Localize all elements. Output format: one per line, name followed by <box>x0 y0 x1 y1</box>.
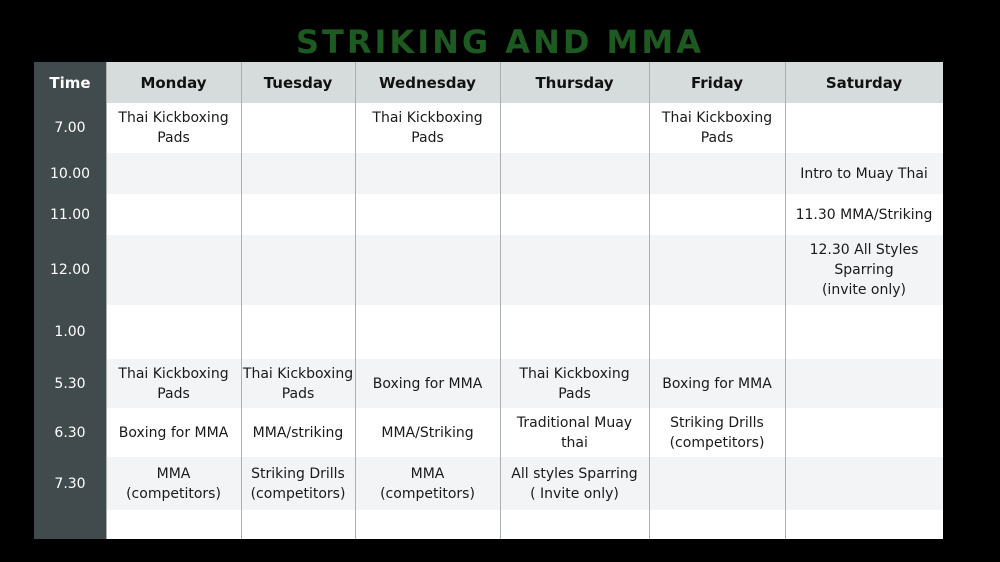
class-cell-thursday: All styles Sparring ( Invite only) <box>511 465 638 502</box>
class-cell-tuesday: MMA/striking <box>252 424 344 441</box>
class-cell-friday: Thai Kickboxing Pads <box>661 110 773 146</box>
page-title: STRIKING AND MMA <box>295 23 704 61</box>
time-label: 12.00 <box>49 262 91 278</box>
class-cell-saturday: Intro to Muay Thai <box>800 165 928 182</box>
header-time: Time <box>49 73 91 92</box>
class-cell-monday: Boxing for MMA <box>118 424 229 441</box>
time-label: 6.30 <box>54 424 86 441</box>
class-cell-saturday: 12.30 All Styles Sparring (invite only) <box>809 242 919 298</box>
time-label: 7.00 <box>54 120 86 136</box>
class-cell-saturday: 11.30 MMA/Striking <box>795 206 933 223</box>
class-cell-wednesday: MMA/Striking <box>381 424 474 441</box>
class-cell-monday: MMA (competitors) <box>126 465 221 502</box>
time-label: 1.00 <box>54 324 86 340</box>
class-cell-monday: Thai Kickboxing Pads <box>118 365 229 402</box>
header-tuesday: Tuesday <box>263 73 333 92</box>
class-cell-monday: Thai Kickboxing Pads <box>118 110 229 146</box>
time-label: 11.00 <box>49 206 91 223</box>
header-wednesday: Wednesday <box>379 73 476 92</box>
class-cell-thursday: Thai Kickboxing Pads <box>519 365 630 402</box>
time-label: 7.30 <box>54 475 86 492</box>
class-cell-friday: Striking Drills (competitors) <box>669 414 765 451</box>
class-cell-friday: Boxing for MMA <box>662 375 772 392</box>
time-label: 10.00 <box>49 165 91 182</box>
header-saturday: Saturday <box>825 73 903 92</box>
class-cell-wednesday: MMA (competitors) <box>380 465 475 502</box>
time-label: 5.30 <box>54 375 86 392</box>
class-cell-tuesday: Thai Kickboxing Pads <box>242 365 354 402</box>
header-thursday: Thursday <box>535 73 614 92</box>
class-cell-wednesday: Boxing for MMA <box>372 375 483 392</box>
schedule-table <box>34 62 943 539</box>
class-cell-thursday: Traditional Muay thai <box>516 414 633 451</box>
class-cell-wednesday: Thai Kickboxing Pads <box>372 110 483 146</box>
class-cell-tuesday: Striking Drills (competitors) <box>250 465 346 502</box>
header-monday: Monday <box>140 73 207 92</box>
header-friday: Friday <box>690 73 743 92</box>
